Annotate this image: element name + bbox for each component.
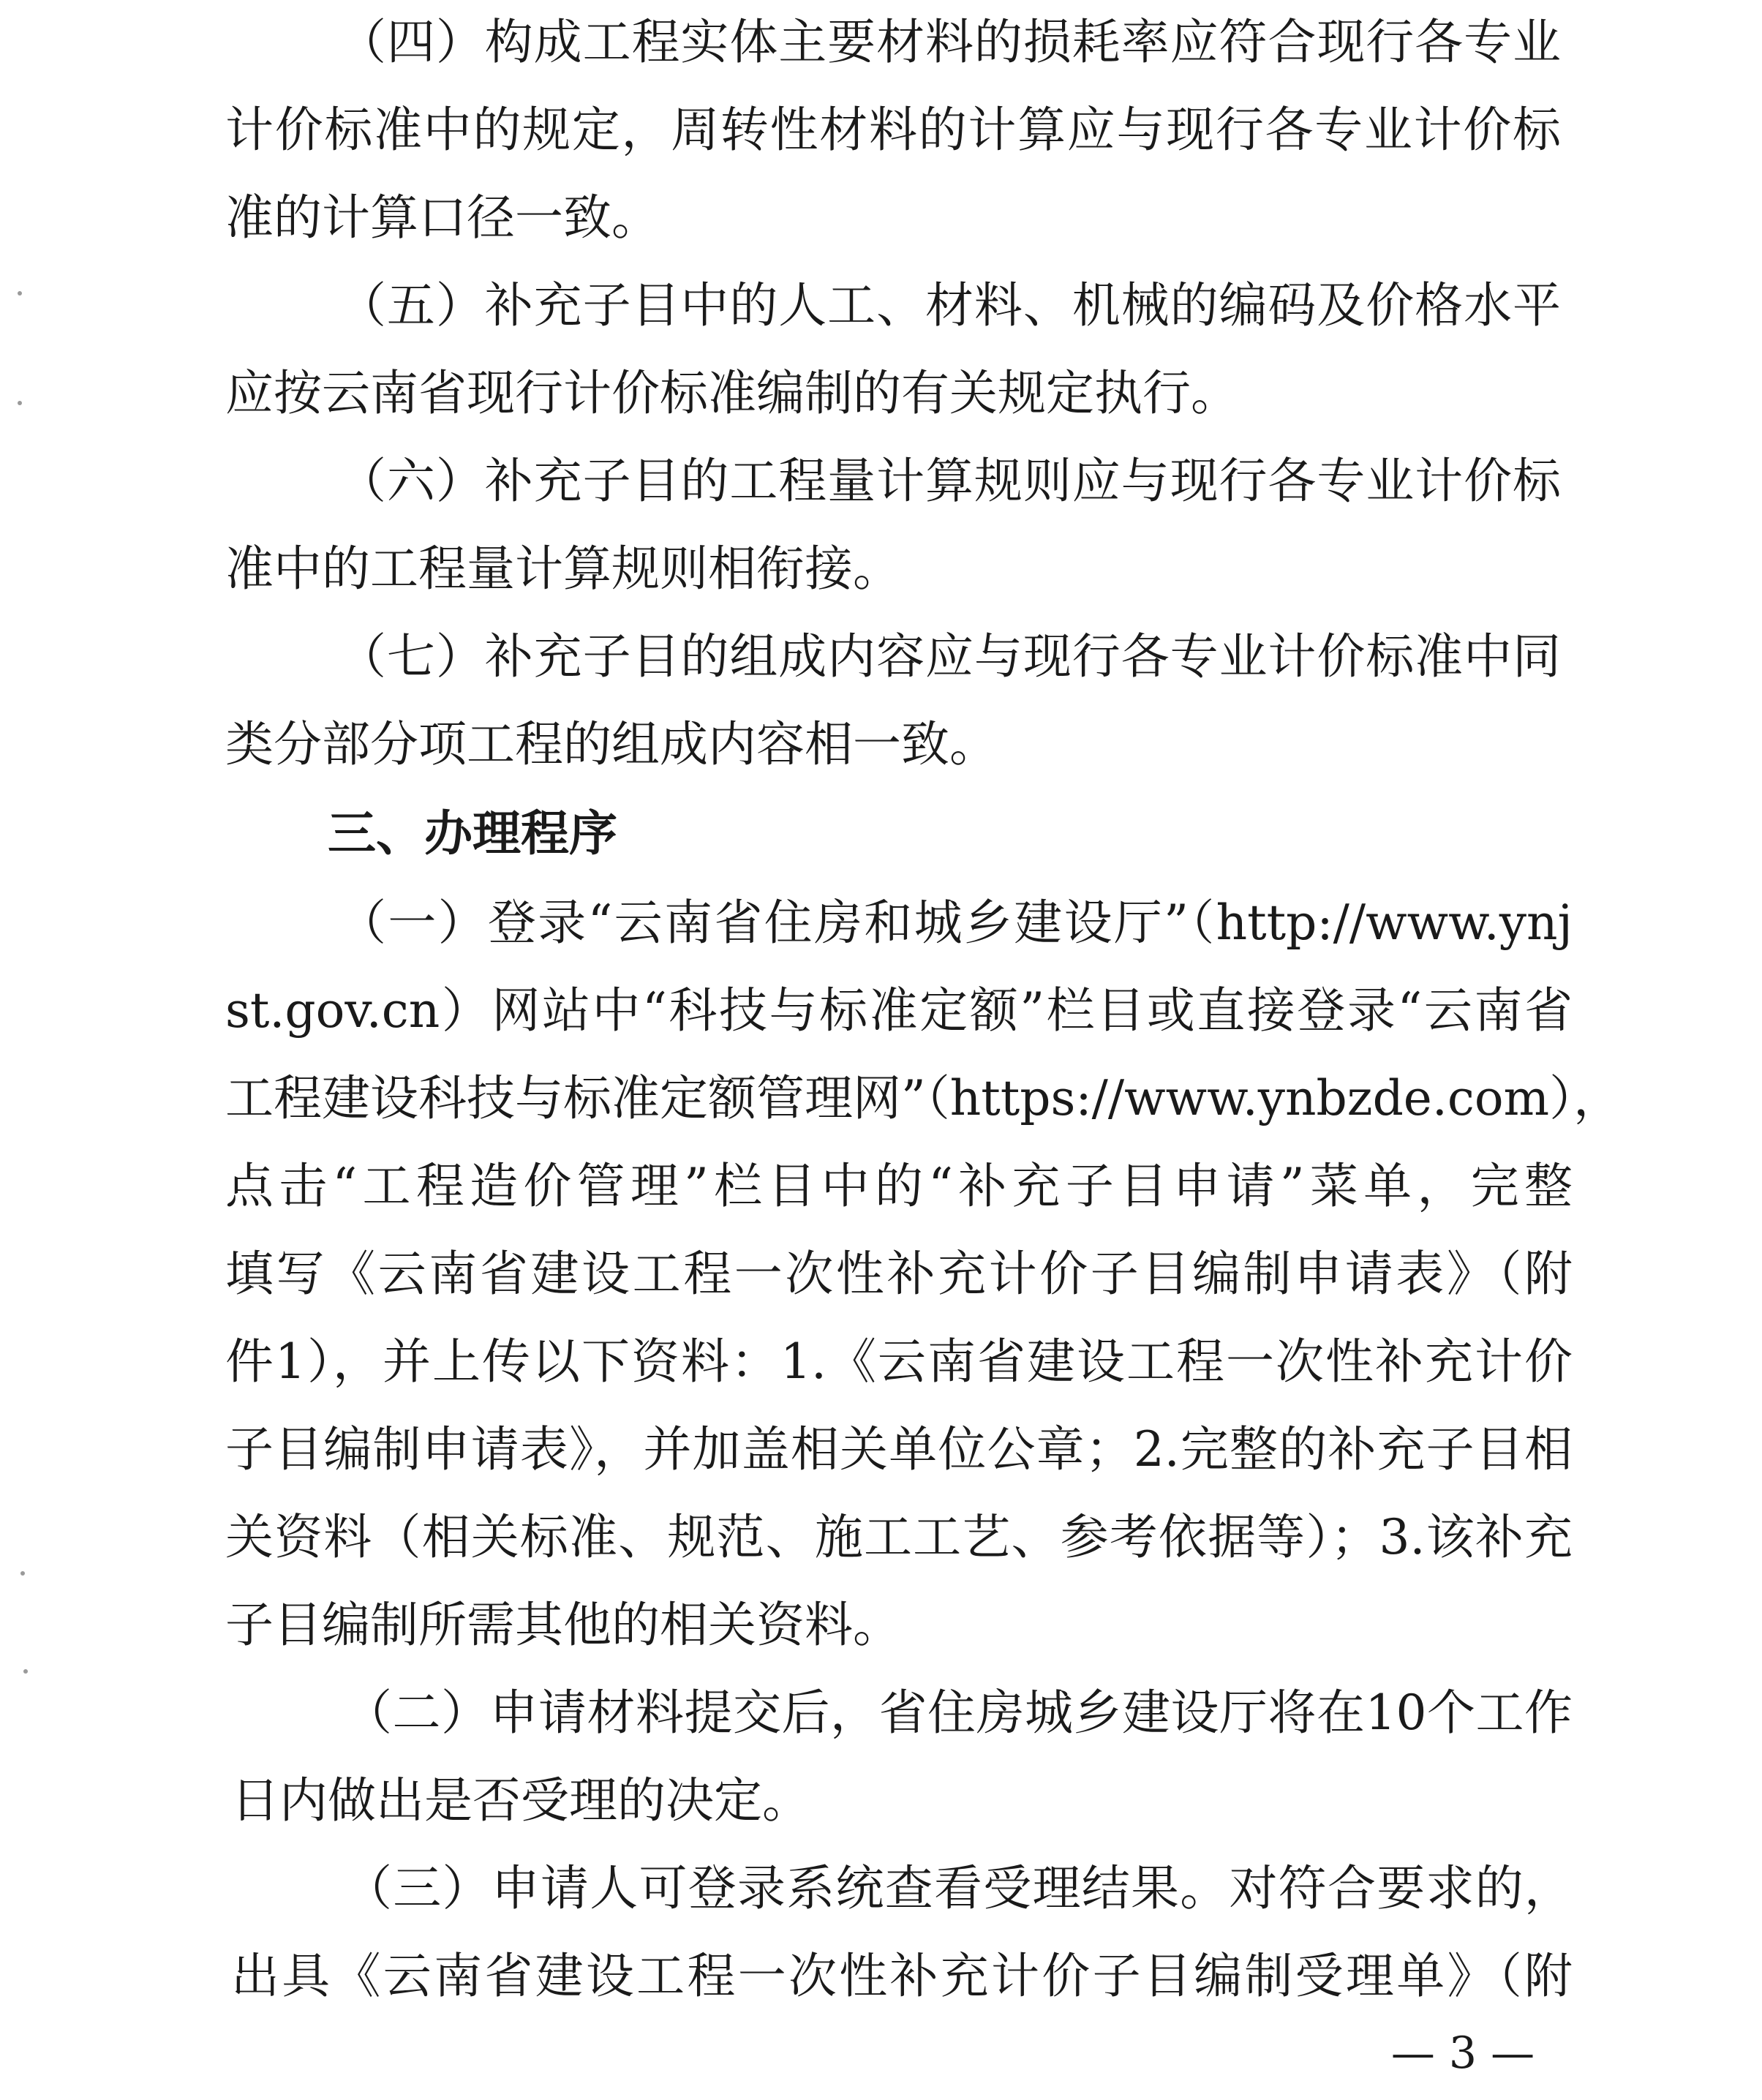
scan-speck: [18, 291, 22, 296]
text-line: （七）补充子目的组成内容应与现行各专业计价标准中同: [338, 628, 1561, 685]
text-line: 类分部分项工程的组成内容相一致。: [225, 716, 998, 772]
text-line: （二）申请材料提交后，省住房城乡建设厅将在10个工作: [344, 1685, 1573, 1741]
text-line: （三）申请人可登录系统查看受理结果。对符合要求的，: [344, 1860, 1573, 1916]
text-line: 日内做出是否受理的决定。: [231, 1772, 810, 1829]
text-line: 应按云南省现行计价标准编制的有关规定执行。: [225, 365, 1239, 421]
text-line: 子目编制所需其他的相关资料。: [225, 1597, 901, 1653]
text-line: （五）补充子目中的人工、材料、机械的编码及价格水平: [338, 277, 1561, 334]
text-line: （一）登录“云南省住房和城乡建设厅”（http://www.ynj: [338, 895, 1573, 951]
text-line: 子目编制申请表》，并加盖相关单位公章；2.完整的补充子目相: [225, 1421, 1573, 1478]
scan-speck: [20, 1571, 25, 1576]
text-line: 出具《云南省建设工程一次性补充计价子目编制受理单》（附: [231, 1948, 1573, 2004]
text-line: 件1），并上传以下资料：1.《云南省建设工程一次性补充计价: [225, 1333, 1573, 1390]
text-line: 关资料（相关标准、规范、施工工艺、参考依据等）；3.该补充: [225, 1509, 1573, 1565]
text-line: 计价标准中的规定，周转性材料的计算应与现行各专业计价标: [225, 102, 1561, 158]
scan-speck: [18, 401, 22, 405]
text-line: 准的计算口径一致。: [225, 189, 660, 246]
text-line: 填写《云南省建设工程一次性补充计价子目编制申请表》（附: [225, 1246, 1573, 1302]
text-line: 准中的工程量计算规则相衔接。: [225, 541, 901, 597]
section-heading: 三、办理程序: [328, 805, 617, 862]
scan-speck: [23, 1669, 28, 1674]
text-line: 工程建设科技与标准定额管理网”（https://www.ynbzde.com），: [225, 1070, 1622, 1126]
page-number: — 3 —: [1390, 2028, 1535, 2079]
text-line: （六）补充子目的工程量计算规则应与现行各专业计价标: [338, 453, 1561, 509]
text-line: （四）构成工程实体主要材料的损耗率应符合现行各专业: [338, 14, 1561, 70]
text-line: 点击“工程造价管理”栏目中的“补充子目申请”菜单，完整: [225, 1158, 1573, 1214]
text-line: st.gov.cn）网站中“科技与标准定额”栏目或直接登录“云南省: [225, 982, 1573, 1039]
